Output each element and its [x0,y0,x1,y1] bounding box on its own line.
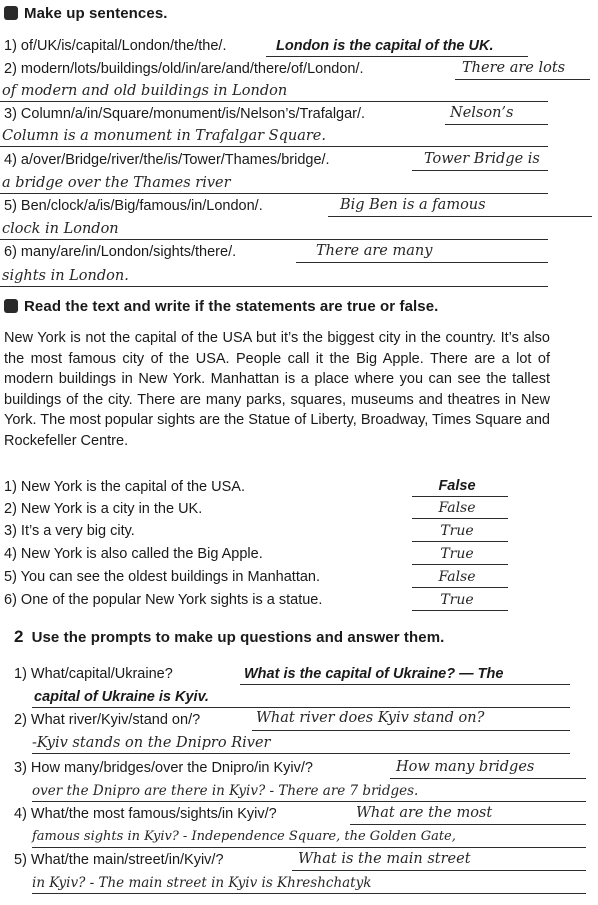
answer-line [32,847,586,848]
tf-answer-2: False [438,500,476,516]
exercise-number: 2 [14,627,24,646]
s1-answer-5a: Big Ben is a famous [340,197,486,213]
section-3-heading [14,627,444,647]
tf-answer-4: True [440,546,474,562]
s1-answer-3b: Column is a monument in Trafalgar Square. [2,128,326,144]
answer-line [32,893,586,894]
tf-answer-5: False [438,569,476,585]
answer-line [445,124,548,125]
tf-answer-6: True [440,592,474,608]
s1-answer-4a: Tower Bridge is [424,151,540,167]
answer-line [32,801,586,802]
section-2-heading-text: Read the text and write if the statements are true or false. [24,298,439,315]
s1-prompt-3: 3) Column/a/in/Square/monument/is/Nelson’s/Trafalgar/. [4,106,366,122]
section-1-heading-text: Make up sentences. [24,5,168,22]
s1-prompt-2: 2) modern/lots/buildings/old/in/are/and/there/of/London/. [4,61,364,77]
tf-answer-3: True [440,523,474,539]
answer-line [412,518,508,519]
s3-prompt-5: 5) What/the main/street/in/Kyiv/? [14,852,224,868]
answer-line [0,286,548,287]
answer-line [240,684,570,685]
answer-line [0,146,548,147]
answer-line [32,707,570,708]
answer-line [412,496,508,497]
s3-answer-5a: What is the main street [298,851,471,867]
s1-answer-1: London is the capital of the UK. [276,38,494,54]
answer-line [390,778,586,779]
s3-answer-3b: over the Dnipro are there in Kyiv? - There are 7 bridges. [32,783,419,799]
reading-text: New York is not the capital of the USA but it’s the biggest city in the country. It’s also the most famous city of the USA. People call it the Big Apple. There are a lot of modern buildings in New York. Manhattan is a place where you can see the tallest buildings of the city. There are many parks, squares, museums and theatres in New York. The most popular sights are the Statue of Liberty, Broadway, Times Square and Rockefeller Centre. [4,330,550,449]
tf-statement-1: 1) New York is the capital of the USA. [4,479,245,495]
answer-line [0,193,548,194]
answer-line [412,610,508,611]
answer-line [252,730,570,731]
s1-prompt-4: 4) a/over/Bridge/river/the/is/Tower/Thames/bridge/. [4,152,330,168]
s1-answer-6a: There are many [316,243,433,259]
tf-statement-4: 4) New York is also called the Big Apple. [4,546,263,562]
answer-line [328,216,592,217]
answer-line [266,56,528,57]
s3-answer-3a: How many bridges [396,759,535,775]
s3-answer-2a: What river does Kyiv stand on? [256,710,485,726]
s3-answer-2b: -Kyiv stands on the Dnipro River [32,735,271,751]
tf-statement-5: 5) You can see the oldest buildings in Manhattan. [4,569,321,585]
tf-statement-3: 3) It’s a very big city. [4,523,135,539]
answer-line [412,564,508,565]
section-2-heading [4,298,438,315]
answer-line [412,170,548,171]
s1-answer-2b: of modern and old buildings in London [2,83,288,99]
exercise-icon [4,6,18,20]
s1-answer-4b: a bridge over the Thames river [2,175,231,191]
tf-statement-6: 6) One of the popular New York sights is a statue. [4,592,323,608]
answer-line [455,79,590,80]
s3-answer-1b: capital of Ukraine is Kyiv. [34,689,209,705]
s1-answer-3a: Nelson’s [450,105,514,121]
answer-line [0,239,548,240]
s3-prompt-4: 4) What/the most famous/sights/in Kyiv/? [14,806,277,822]
s3-answer-4a: What are the most [356,805,493,821]
s3-answer-4b: famous sights in Kyiv? - Independence Square, the Golden Gate, [32,829,456,844]
answer-line [412,587,508,588]
s3-answer-1a: What is the capital of Ukraine? — The [244,666,504,682]
s1-answer-2a: There are lots [462,60,566,76]
s3-prompt-3: 3) How many/bridges/over the Dnipro/in Kyiv/? [14,760,313,776]
tf-statement-2: 2) New York is a city in the UK. [4,501,203,517]
answer-line [32,753,570,754]
answer-line [0,101,548,102]
s3-prompt-2: 2) What river/Kyiv/stand on/? [14,712,201,728]
tf-answer-1: False [438,478,476,494]
answer-line [350,824,586,825]
s3-prompt-1: 1) What/capital/Ukraine? [14,666,173,682]
answer-line [296,262,548,263]
s1-prompt-5: 5) Ben/clock/a/is/Big/famous/in/London/. [4,198,263,214]
section-1-heading [4,5,168,22]
s3-answer-5b: in Kyiv? - The main street in Kyiv is Khreshchatyk [32,875,372,891]
exercise-icon [4,299,18,313]
section-3-heading-text: Use the prompts to make up questions and answer them. [31,629,445,646]
answer-line [412,541,508,542]
answer-line [292,870,586,871]
s1-prompt-1: 1) of/UK/is/capital/London/the/the/. [4,38,227,54]
s1-answer-6b: sights in London. [2,268,129,284]
s1-prompt-6: 6) many/are/in/London/sights/there/. [4,244,237,260]
s1-answer-5b: clock in London [2,221,119,237]
